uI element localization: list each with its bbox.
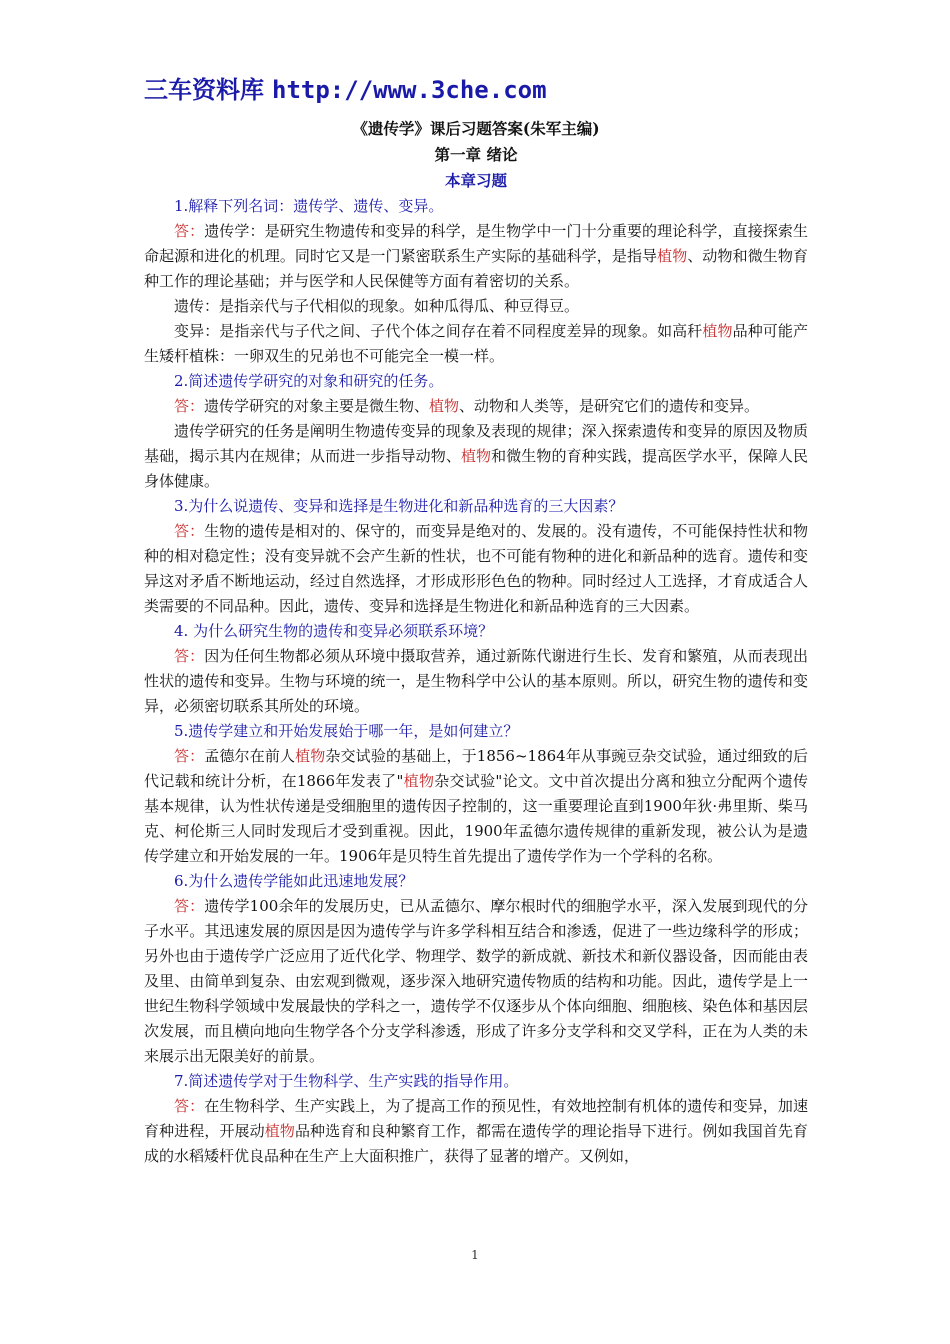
answer-2 [144,394,808,419]
document-title: 《遗传学》课后习题答案(朱军主编) [352,119,600,138]
answer-text: 杂交试验"论文。文中首次提出分离和独立分配两个遗传基本规律，认为性状传递是受细胞里的遗传因子控制的，这一重要理论直到1900年狄·弗里斯、柴马克、柯伦斯三人同时发现后才受到重视。因此，1900年孟德尔遗传规律的重新发现，被公认为是遗传学建立和开始发展的一年。1906年是贝特生首先提出了遗传学作为一个学科的名称。 [144,772,808,865]
question-6: 6.为什么遗传学能如此迅速地发展？ [174,872,414,890]
answer-text: 遗传学研究的对象主要是微生物、 [204,397,430,415]
answer-1-paragraph-2: 遗传：是指亲代与子代相似的现象。如种瓜得瓜、种豆得豆。 [174,297,580,315]
highlight-term[interactable]: 植物 [429,397,460,415]
answer-label: 答： [174,222,205,240]
answer-1-paragraph-3 [144,319,808,369]
answer-text: 品种可能产生矮杆植株：一卵双生的兄弟也不可能完全一模一样。 [144,322,808,365]
answer-text: 遗传学研究的任务是阐明生物遗传变异的现象及表现的规律；深入探索遗传和变异的原因及物质基础，揭示其内在规律；从而进一步指导动物、 [144,422,808,465]
question-3: 3.为什么说遗传、变异和选择是生物进化和新品种选育的三大因素？ [174,497,624,515]
answer-text: 品种选育和良种繁育工作，都需在遗传学的理论指导下进行。例如我国首先育成的水稻矮杆优良品种在生产上大面积推广，获得了显著的增产。又例如， [144,1122,808,1165]
answer-label: 答： [174,747,205,765]
answer-text: 在生物科学、生产实践上，为了提高工作的预见性，有效地控制有机体的遗传和变异，加速育种进程，开展动 [144,1097,808,1140]
answer-3 [144,519,808,619]
answer-2-paragraph-2 [144,419,808,494]
answer-label: 答： [174,647,205,665]
answer-text: 、动物和微生物育种工作的理论基础；并与医学和人民保健等方面有着密切的关系。 [144,247,808,290]
highlight-term[interactable]: 植物 [403,772,435,790]
answer-text: 遗传学100余年的发展历史，已从孟德尔、摩尔根时代的细胞学水平，深入发展到现代的分子水平。其迅速发展的原因是因为遗传学与许多学科相互结合和渗透，促进了一些边缘科学的形成；另外也由于遗传学广泛应用了近代化学、物理学、数学的新成就、新技术和新仪器设备，因而能由表及里、由简单到复杂、由宏观到微观，逐步深入地研究遗传物质的结构和功能。因此，遗传学是上一世纪生物科学领域中发展最快的学科之一，遗传学不仅逐步从个体向细胞、细胞核、染色体和基因层次发展，而且横向地向生物学各个分支学科渗透，形成了许多分支学科和交叉学科，正在为人类的未来展示出无限美好的前景。 [144,897,808,1065]
highlight-term[interactable]: 植物 [264,1122,295,1140]
site-url[interactable]: http://www.3che.com [272,76,547,104]
document-body [144,116,808,1169]
answer-label: 答： [174,1097,205,1115]
answer-text: 生物的遗传是相对的、保守的，而变异是绝对的、发展的。没有遗传，不可能保持性状和物种的相对稳定性；没有变异就不会产生新的性状，也不可能有物种的进化和新品种的选育。遗传和变异这对矛盾不断地运动，经过自然选择，才形成形形色色的物种。同时经过人工选择，才育成适合人类需要的不同品种。因此，遗传、变异和选择是生物进化和新品种选育的三大因素。 [144,522,808,615]
question-2: 2.简述遗传学研究的对象和研究的任务。 [174,372,444,390]
answer-4 [144,644,808,719]
highlight-term[interactable]: 植物 [295,747,326,765]
answer-label: 答： [174,522,205,540]
answer-6 [144,894,808,1069]
page-number: 1 [471,1248,479,1262]
site-header [144,70,547,105]
question-4: 4. 为什么研究生物的遗传和变异必须联系环境？ [174,622,494,640]
site-name: 三车资料库 [144,76,264,104]
answer-label: 答： [174,397,205,415]
highlight-term[interactable]: 植物 [657,247,688,265]
answer-5 [144,744,808,869]
question-7: 7.简述遗传学对于生物科学、生产实践的指导作用。 [174,1072,519,1090]
highlight-term[interactable]: 植物 [460,447,492,465]
answer-label: 答： [174,897,205,915]
answer-text: 孟德尔在前人 [204,747,296,765]
question-5: 5.遗传学建立和开始发展始于哪一年，是如何建立？ [174,722,519,740]
answer-1 [144,219,808,294]
answer-text: 杂交试验的基础上，于1856~1864年从事豌豆杂交试验，通过细致的后代记载和统计分析，在1866年发表了" [144,747,808,790]
answer-text: 因为任何生物都必须从环境中摄取营养，通过新陈代谢进行生长、发育和繁殖，从而表现出性状的遗传和变异。生物与环境的统一，是生物科学中公认的基本原则。所以，研究生物的遗传和变异，必须密切联系其所处的环境。 [144,647,808,715]
answer-text: 、动物和人类等，是研究它们的遗传和变异。 [459,397,760,415]
section-heading: 本章习题 [444,171,507,190]
answer-7 [144,1094,808,1169]
question-1: 1.解释下列名词：遗传学、遗传、变异。 [174,197,444,215]
highlight-term[interactable]: 植物 [702,322,733,340]
answer-text: 变异：是指亲代与子代之间、子代个体之间存在着不同程度差异的现象。如高秆 [174,322,703,340]
answer-text: 和微生物的育种实践，提高医学水平，保障人民身体健康。 [144,447,808,490]
chapter-heading: 第一章 绪论 [434,145,518,164]
answer-text: 遗传学：是研究生物遗传和变异的科学，是生物学中一门十分重要的理论科学，直接探索生命起源和进化的机理。同时它又是一门紧密联系生产实际的基础科学，是指导 [144,222,808,265]
